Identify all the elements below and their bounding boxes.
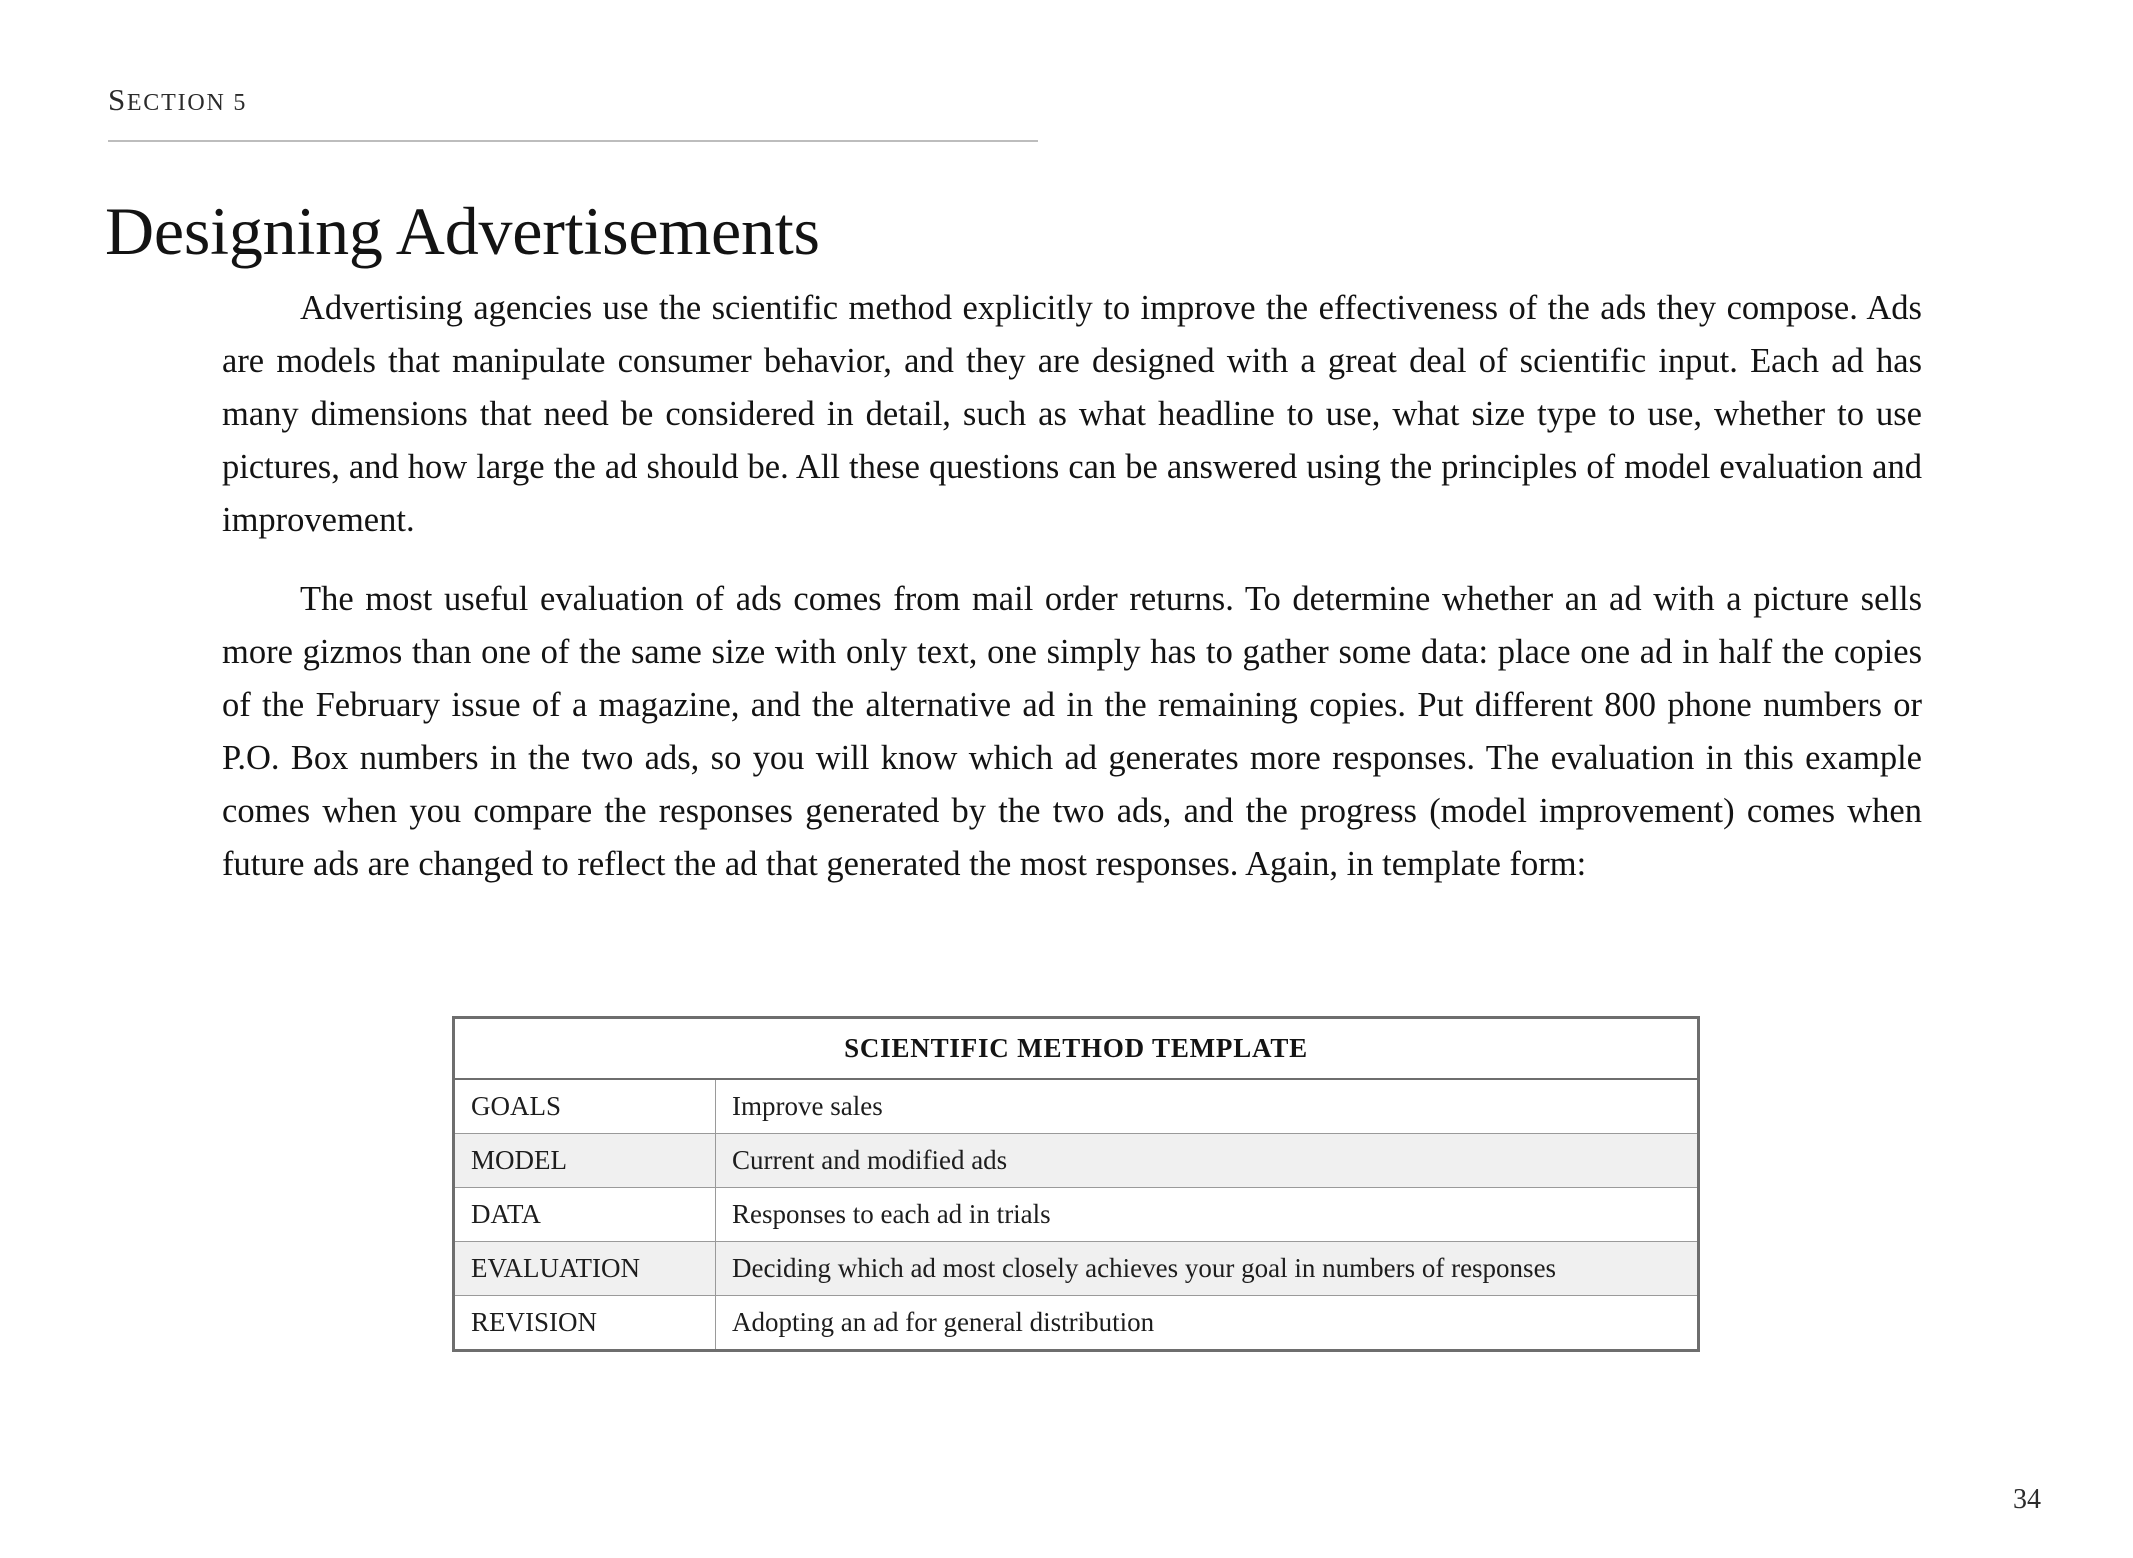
body-text bbox=[222, 282, 1922, 917]
table-title: SCIENTIFIC METHOD TEMPLATE bbox=[454, 1018, 1699, 1080]
table-cell-value: Adopting an ad for general distribution bbox=[716, 1296, 1699, 1351]
table-header-row bbox=[454, 1018, 1699, 1080]
table-row bbox=[454, 1296, 1699, 1351]
section-label bbox=[108, 82, 247, 118]
table-cell-value: Improve sales bbox=[716, 1079, 1699, 1134]
scientific-method-table-wrapper bbox=[452, 1016, 1700, 1352]
table-cell-label: EVALUATION bbox=[454, 1242, 716, 1296]
table-cell-value: Current and modified ads bbox=[716, 1134, 1699, 1188]
table-cell-label: REVISION bbox=[454, 1296, 716, 1351]
paragraph-2: The most useful evaluation of ads comes from mail order returns. To determine whether an ad with a picture sells more gizmos than one of the same size with only text, one simply has to gather some data: place one ad in half the copies of the February issue of a magazine, and the alternative ad in the remaining copies. Put different 800 phone numbers or P.O. Box numbers in the two ads, so you will know which ad generates more responses. The evaluation in this example comes when you compare the responses generated by the two ads, and the progress (model improvement) comes when future ads are changed to reflect the ad that generated the most responses. Again, in template form: bbox=[222, 580, 1922, 883]
table-cell-label: DATA bbox=[454, 1188, 716, 1242]
page-title: Designing Advertisements bbox=[105, 192, 820, 269]
paragraph-1: Advertising agencies use the scientific method explicitly to improve the effectiveness of the ads they compose. Ads are models that manipulate consumer behavior, and they are designed with a great deal of scientific input. Each ad has many dimensions that need be considered in detail, such as what headline to use, what size type to use, whether to use pictures, and how large the ad should be. All these questions can be answered using the principles of model evaluation and improvement. bbox=[222, 289, 1922, 539]
section-label-text: SECTION 5 bbox=[108, 82, 248, 117]
table-row bbox=[454, 1242, 1699, 1296]
table-row bbox=[454, 1188, 1699, 1242]
scientific-method-table bbox=[452, 1016, 1700, 1352]
table-cell-label: MODEL bbox=[454, 1134, 716, 1188]
table-cell-label: GOALS bbox=[454, 1079, 716, 1134]
table-row bbox=[454, 1079, 1699, 1134]
table-row bbox=[454, 1134, 1699, 1188]
table-cell-value: Responses to each ad in trials bbox=[716, 1188, 1699, 1242]
page-number: 34 bbox=[2013, 1484, 2041, 1515]
table-cell-value: Deciding which ad most closely achieves your goal in numbers of responses bbox=[716, 1242, 1699, 1296]
title-rule bbox=[108, 140, 1038, 142]
